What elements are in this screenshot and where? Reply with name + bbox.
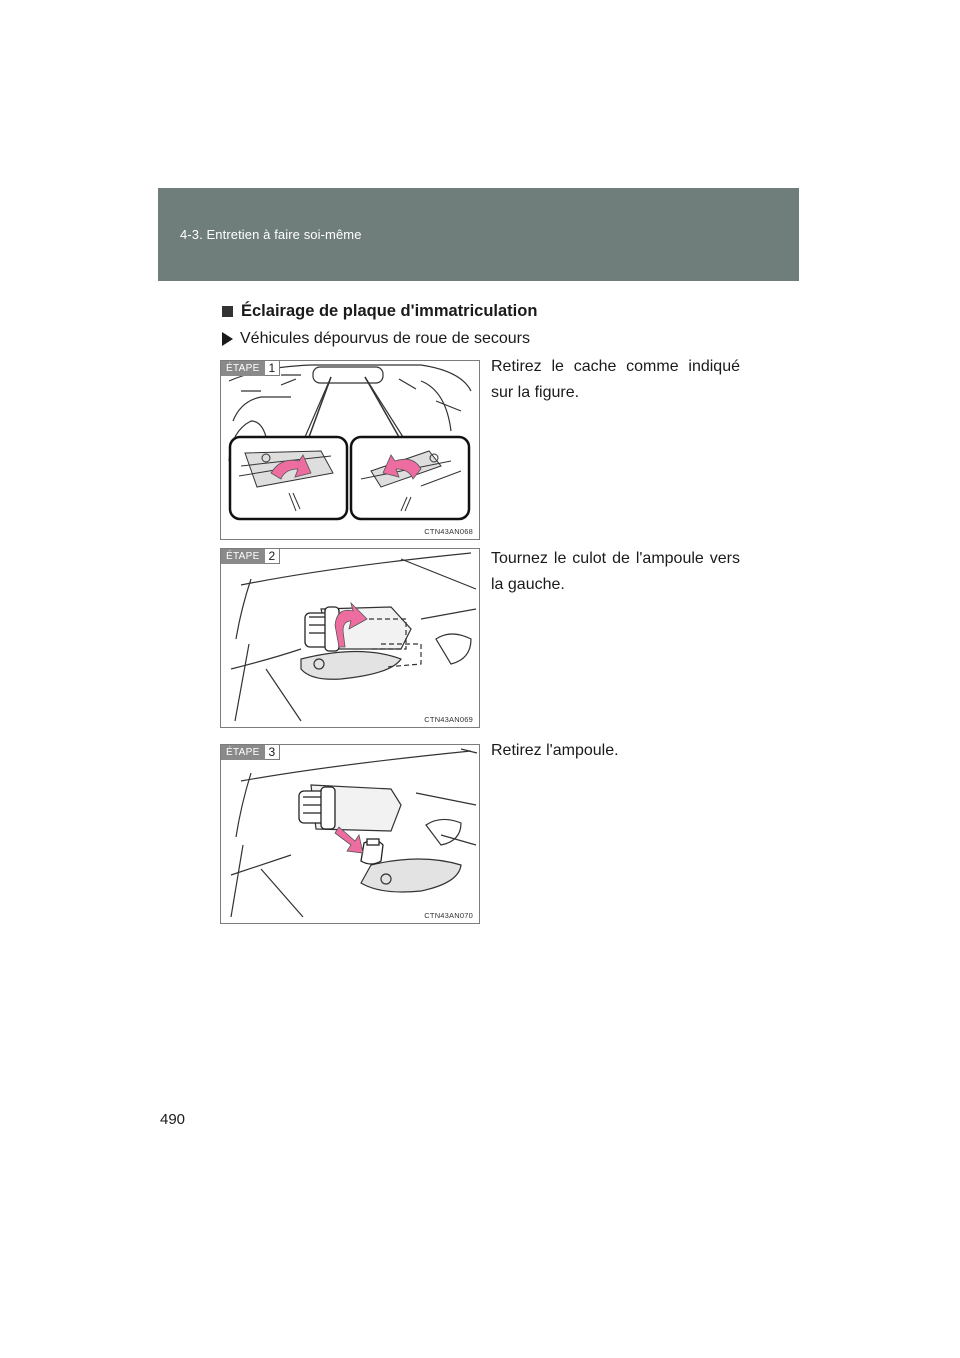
step-1-text: Retirez le cache comme indiqué sur la figure. [491,358,740,401]
subheading-text: Véhicules dépourvus de roue de secours [240,330,530,347]
section-heading [222,302,537,321]
page-number: 490 [160,1111,186,1128]
step-2-illustration [221,549,479,727]
step-2-badge-label: ÉTAPE [221,549,265,564]
step-3-text: Retirez l'ampoule. [491,742,619,759]
step-1-figure [220,360,480,540]
step-3-badge [221,745,280,760]
step-1-illustration [221,361,479,539]
heading-text: Éclairage de plaque d'immatriculation [241,302,538,320]
step-3-badge-label: ÉTAPE [221,745,265,760]
step-2-figure-code: CTN43AN069 [424,715,473,724]
step-3-figure-code: CTN43AN070 [424,911,473,920]
subheading [222,330,530,348]
header-band [158,188,799,281]
step-1-figure-code: CTN43AN068 [424,527,473,536]
step-2-text: Tournez le culot de l'ampoule vers la gauche. [491,550,740,593]
step-1-badge-label: ÉTAPE [221,361,265,376]
step-3-illustration [221,745,479,923]
section-title: 4-3. Entretien à faire soi-même [180,227,362,242]
step-2-number: 2 [265,549,281,564]
step-3-number: 3 [265,745,281,760]
step-1-number: 1 [265,361,281,376]
step-3-figure [220,744,480,924]
step-1-badge [221,361,280,376]
step-2-figure [220,548,480,728]
triangle-bullet-icon [222,332,233,346]
square-bullet-icon [222,306,233,317]
step-2-badge [221,549,280,564]
